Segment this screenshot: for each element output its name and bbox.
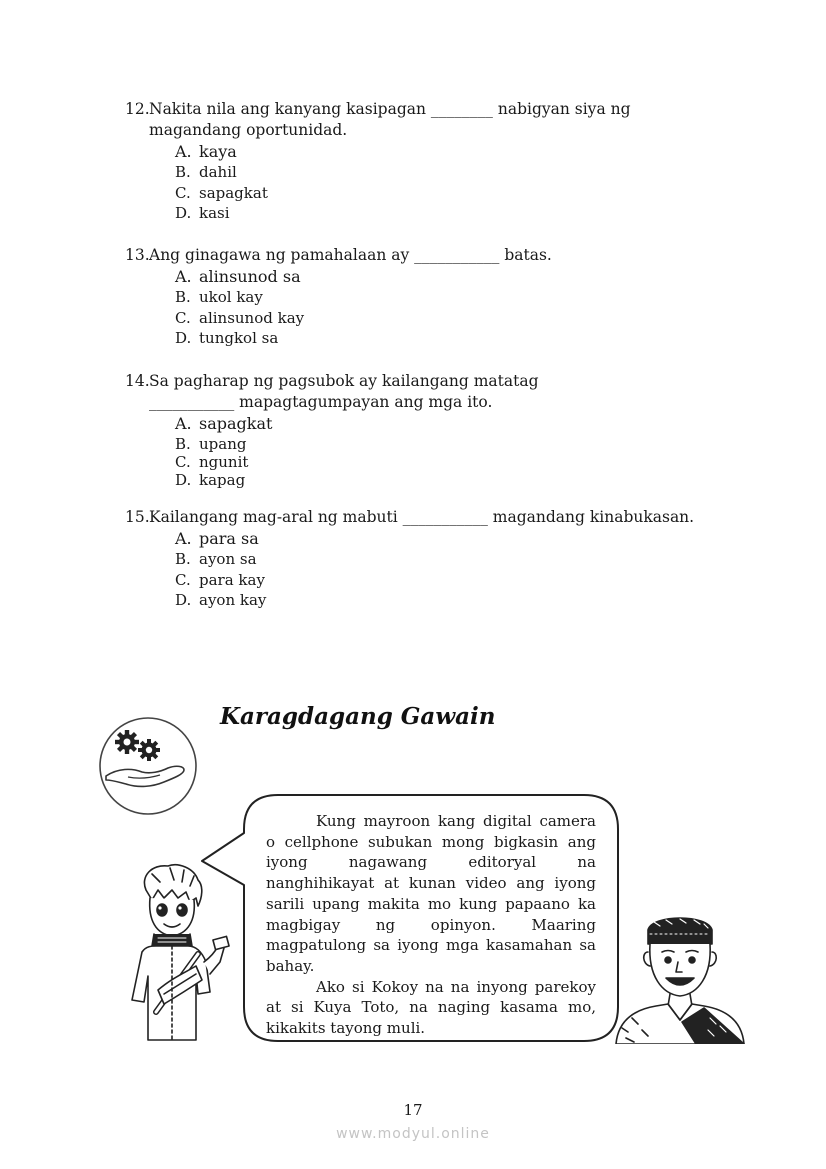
question-number: 14. — [125, 372, 150, 390]
choices-list — [175, 413, 615, 489]
choice-letter: C. — [175, 453, 191, 471]
choice-a[interactable] — [175, 528, 725, 549]
choice-c[interactable] — [175, 570, 725, 591]
choice-text: para sa — [199, 529, 259, 548]
choice-c[interactable] — [175, 183, 725, 204]
choice-text: dahil — [199, 163, 237, 181]
choice-text: para kay — [199, 570, 265, 589]
choice-letter: A. — [175, 142, 192, 161]
choice-text: tungkol sa — [199, 329, 279, 347]
choices-list — [175, 266, 725, 349]
choice-letter: D. — [175, 329, 192, 347]
choice-text: kapag — [199, 471, 246, 489]
choice-text: ukol kay — [199, 288, 263, 306]
choice-text: upang — [199, 435, 247, 453]
choice-letter: A. — [175, 267, 192, 286]
choice-text: ngunit — [199, 453, 249, 471]
choice-a[interactable] — [175, 266, 725, 287]
choice-letter: B. — [175, 550, 191, 568]
question-number: 13. — [125, 246, 150, 264]
choice-text: sapagkat — [199, 414, 273, 433]
choice-d[interactable] — [175, 471, 615, 489]
choice-letter: D. — [175, 471, 192, 489]
choice-b[interactable] — [175, 287, 725, 308]
question-14 — [125, 371, 615, 489]
choice-c[interactable] — [175, 453, 615, 471]
choice-a[interactable] — [175, 141, 725, 162]
choice-letter: B. — [175, 163, 191, 181]
choice-d[interactable] — [175, 203, 725, 224]
choice-text: kasi — [199, 204, 230, 222]
choice-letter: C. — [175, 308, 191, 327]
choices-list — [175, 141, 725, 224]
section-title: Karagdagang Gawain — [220, 703, 496, 730]
question-text: Kailangang mag-aral ng mabuti ___________ magandang kinabukasan. — [149, 508, 695, 526]
question-text: Ang ginagawa ng pamahalaan ay ___________ batas. — [149, 246, 552, 264]
speech-bubble — [200, 793, 620, 1043]
choice-b[interactable] — [175, 435, 615, 453]
choice-c[interactable] — [175, 308, 725, 329]
question-15 — [125, 507, 725, 611]
choice-d[interactable] — [175, 590, 725, 611]
choice-b[interactable] — [175, 162, 725, 183]
choice-text: alinsunod kay — [199, 308, 305, 327]
choice-text: alinsunod sa — [199, 267, 301, 286]
choice-letter: B. — [175, 435, 191, 453]
kokoy-character-illustration — [112, 862, 232, 1044]
choice-text: ayon sa — [199, 550, 257, 568]
kuya-toto-character-illustration — [612, 910, 748, 1044]
choice-b[interactable] — [175, 549, 725, 570]
choice-letter: A. — [175, 529, 192, 548]
page-number: 17 — [403, 1101, 423, 1119]
gears-in-hand-icon — [98, 716, 198, 816]
choices-list — [175, 528, 725, 611]
choice-letter: A. — [175, 414, 192, 433]
bubble-text — [266, 811, 596, 1039]
choice-a[interactable] — [175, 413, 615, 435]
choice-letter: D. — [175, 204, 192, 222]
question-text: Nakita nila ang kanyang kasipagan ________ nabigyan siya ng magandang oportunidad. — [149, 100, 631, 139]
choice-text: sapagkat — [199, 183, 268, 202]
question-text: Sa pagharap ng pagsubok ay kailangang matatag ___________ mapagtagumpayan ang mga ito. — [149, 372, 539, 411]
question-13 — [125, 245, 725, 349]
bubble-paragraph: Ako si Kokoy na na inyong parekoy at si Kuya Toto, na naging kasama mo, kikakits tayong muli. — [266, 977, 596, 1038]
question-number: 15. — [125, 508, 150, 526]
choice-d[interactable] — [175, 328, 725, 349]
bubble-paragraph: Kung mayroon kang digital camera o cellphone subukan mong bigkasin ang iyong nagawang editoryal na nanghihikayat at kunan video ang iyong sarili upang makita mo kung papaano ka magbigay ng opinyon. Maaring magpatulong sa iyong mga kasamahan sa bahay. — [266, 812, 596, 975]
question-12 — [125, 99, 725, 224]
choice-letter: D. — [175, 591, 192, 609]
choice-text: ayon kay — [199, 591, 267, 609]
question-number: 12. — [125, 100, 150, 118]
choice-letter: B. — [175, 288, 191, 306]
choice-text: kaya — [199, 142, 237, 161]
choice-letter: C. — [175, 570, 191, 589]
choice-letter: C. — [175, 183, 191, 202]
watermark: www.modyul.online — [336, 1126, 490, 1142]
